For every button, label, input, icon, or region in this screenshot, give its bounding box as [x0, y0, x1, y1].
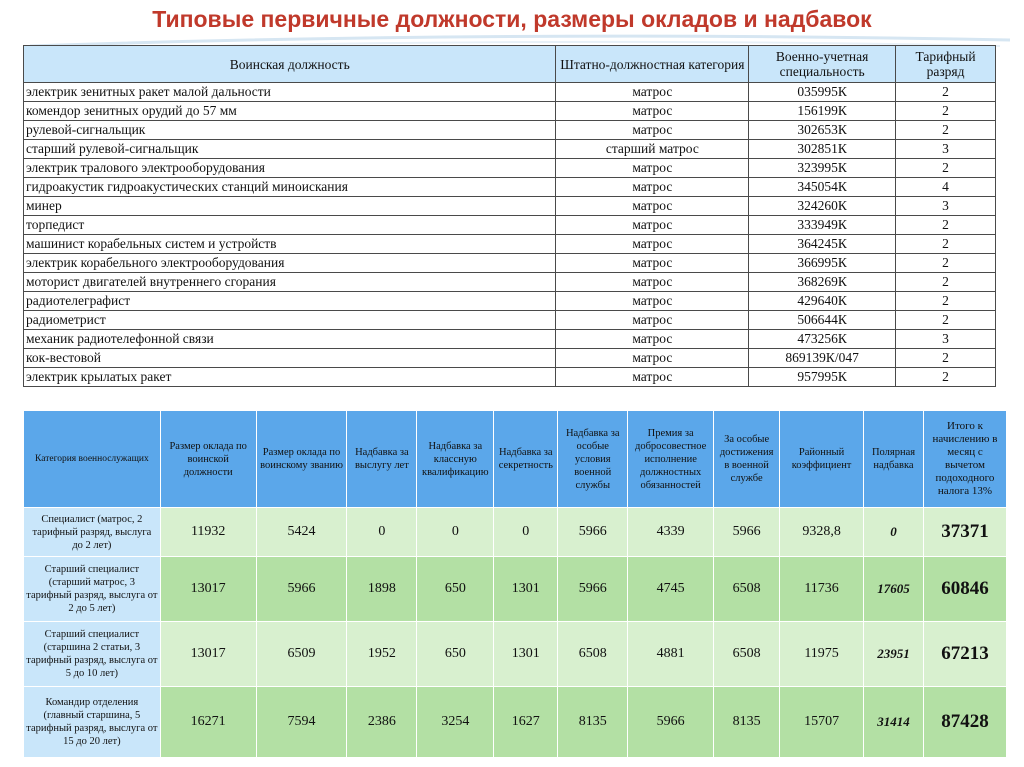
position-cell: рулевой-сигнальщик: [24, 121, 556, 140]
category-cell: Командир отделения (главный старшина, 5 тарифный разряд, выслуга от 15 до 20 лет): [24, 687, 161, 758]
table-row: [24, 216, 996, 235]
table-row: [24, 102, 996, 121]
position-cell: электрик зенитных ракет малой дальности: [24, 83, 556, 102]
value-cell: 6508: [714, 557, 780, 622]
category-cell: Специалист (матрос, 2 тарифный разряд, выслуга до 2 лет): [24, 508, 161, 557]
position-cell: гидроакустик гидроакустических станций миноискания: [24, 178, 556, 197]
value-cell: 6509: [256, 622, 347, 687]
tariff-cell: 3: [896, 197, 996, 216]
category-cell: матрос: [556, 254, 749, 273]
position-cell: электрик корабельного электрооборудования: [24, 254, 556, 273]
specialty-cell: 429640К: [749, 292, 896, 311]
polar-cell: 0: [864, 508, 924, 557]
category-cell: матрос: [556, 368, 749, 387]
category-cell: Старший специалист (старший матрос, 3 тарифный разряд, выслуга от 2 до 5 лет): [24, 557, 161, 622]
value-cell: 6508: [714, 622, 780, 687]
value-cell: 13017: [160, 557, 256, 622]
value-cell: 16271: [160, 687, 256, 758]
tariff-cell: 2: [896, 368, 996, 387]
table-row: [24, 140, 996, 159]
table-row: [24, 622, 1007, 687]
position-cell: минер: [24, 197, 556, 216]
table-row: [24, 178, 996, 197]
position-cell: радиометрист: [24, 311, 556, 330]
page-title: Типовые первичные должности, размеры окладов и надбавок: [152, 6, 872, 32]
table-row: [24, 292, 996, 311]
specialty-cell: 364245К: [749, 235, 896, 254]
polar-cell: 17605: [864, 557, 924, 622]
position-cell: механик радиотелефонной связи: [24, 330, 556, 349]
value-cell: 11932: [160, 508, 256, 557]
position-cell: машинист корабельных систем и устройств: [24, 235, 556, 254]
tariff-cell: 3: [896, 140, 996, 159]
value-cell: 5966: [714, 508, 780, 557]
value-cell: 1301: [494, 557, 558, 622]
pay-header-cell: Итого к начислению в месяц с вычетом подоходного налога 13%: [923, 411, 1006, 508]
pay-header-row: [24, 411, 1007, 508]
category-cell: матрос: [556, 273, 749, 292]
value-cell: 0: [494, 508, 558, 557]
value-cell: 5966: [628, 687, 714, 758]
positions-table: [23, 45, 996, 387]
specialty-cell: 324260К: [749, 197, 896, 216]
specialty-cell: 035995К: [749, 83, 896, 102]
category-cell: матрос: [556, 235, 749, 254]
value-cell: 4339: [628, 508, 714, 557]
total-cell: 37371: [923, 508, 1006, 557]
pay-header-cell: Премия за добросовестное исполнение должностных обязанностей: [628, 411, 714, 508]
value-cell: 5966: [256, 557, 347, 622]
value-cell: 9328,8: [780, 508, 864, 557]
header-tariff: Тарифный разряд: [896, 46, 996, 83]
category-cell: матрос: [556, 83, 749, 102]
specialty-cell: 302851К: [749, 140, 896, 159]
pay-header-cell: Полярная надбавка: [864, 411, 924, 508]
category-cell: матрос: [556, 292, 749, 311]
position-cell: кок-вестовой: [24, 349, 556, 368]
value-cell: 1301: [494, 622, 558, 687]
category-cell: старший матрос: [556, 140, 749, 159]
polar-cell: 23951: [864, 622, 924, 687]
value-cell: 8135: [558, 687, 628, 758]
tariff-cell: 3: [896, 330, 996, 349]
pay-header-cell: Размер оклада по воинскому званию: [256, 411, 347, 508]
category-cell: матрос: [556, 121, 749, 140]
header-category: Штатно-должностная категория: [556, 46, 749, 83]
table-row: [24, 273, 996, 292]
table-row: [24, 368, 996, 387]
table-row: [24, 687, 1007, 758]
position-cell: электрик крылатых ракет: [24, 368, 556, 387]
value-cell: 0: [417, 508, 494, 557]
specialty-cell: 333949К: [749, 216, 896, 235]
header-specialty: Военно-учетная специальность: [749, 46, 896, 83]
table-row: [24, 349, 996, 368]
tariff-cell: 2: [896, 254, 996, 273]
pay-table: [23, 410, 1007, 758]
value-cell: 1627: [494, 687, 558, 758]
table-row: [24, 557, 1007, 622]
tariff-cell: 2: [896, 273, 996, 292]
position-cell: электрик тралового электрооборудования: [24, 159, 556, 178]
tariff-cell: 2: [896, 349, 996, 368]
category-cell: матрос: [556, 178, 749, 197]
table-row: [24, 254, 996, 273]
position-cell: моторист двигателей внутреннего сгорания: [24, 273, 556, 292]
specialty-cell: 302653К: [749, 121, 896, 140]
value-cell: 4881: [628, 622, 714, 687]
specialty-cell: 869139К/047: [749, 349, 896, 368]
category-cell: матрос: [556, 216, 749, 235]
specialty-cell: 366995К: [749, 254, 896, 273]
specialty-cell: 156199К: [749, 102, 896, 121]
specialty-cell: 323995К: [749, 159, 896, 178]
pay-header-cell: Надбавка за классную квалификацию: [417, 411, 494, 508]
value-cell: 650: [417, 622, 494, 687]
value-cell: 8135: [714, 687, 780, 758]
pay-header-cell: Категория военнослужащих: [24, 411, 161, 508]
tariff-cell: 2: [896, 216, 996, 235]
category-cell: матрос: [556, 159, 749, 178]
value-cell: 2386: [347, 687, 417, 758]
tariff-cell: 2: [896, 292, 996, 311]
total-cell: 87428: [923, 687, 1006, 758]
pay-header-cell: Надбавка за секретность: [494, 411, 558, 508]
specialty-cell: 957995К: [749, 368, 896, 387]
category-cell: матрос: [556, 349, 749, 368]
value-cell: 1898: [347, 557, 417, 622]
tariff-cell: 2: [896, 159, 996, 178]
tariff-cell: 4: [896, 178, 996, 197]
pay-header-cell: Надбавка за особые условия военной службы: [558, 411, 628, 508]
tariff-cell: 2: [896, 102, 996, 121]
header-position: Воинская должность: [24, 46, 556, 83]
table-row: [24, 235, 996, 254]
total-cell: 67213: [923, 622, 1006, 687]
specialty-cell: 506644К: [749, 311, 896, 330]
value-cell: 3254: [417, 687, 494, 758]
value-cell: 5424: [256, 508, 347, 557]
table-row: [24, 330, 996, 349]
position-cell: радиотелеграфист: [24, 292, 556, 311]
value-cell: 6508: [558, 622, 628, 687]
total-cell: 60846: [923, 557, 1006, 622]
category-cell: матрос: [556, 330, 749, 349]
value-cell: 13017: [160, 622, 256, 687]
value-cell: 5966: [558, 557, 628, 622]
specialty-cell: 473256К: [749, 330, 896, 349]
table-row: [24, 508, 1007, 557]
value-cell: 5966: [558, 508, 628, 557]
tariff-cell: 2: [896, 83, 996, 102]
pay-header-cell: За особые достижения в военной службе: [714, 411, 780, 508]
category-cell: матрос: [556, 102, 749, 121]
pay-header-cell: Размер оклада по воинской должности: [160, 411, 256, 508]
category-cell: Старший специалист (старшина 2 статьи, 3 тарифный разряд, выслуга от 5 до 10 лет): [24, 622, 161, 687]
category-cell: матрос: [556, 311, 749, 330]
polar-cell: 31414: [864, 687, 924, 758]
value-cell: 0: [347, 508, 417, 557]
table-row: [24, 83, 996, 102]
specialty-cell: 345054К: [749, 178, 896, 197]
table-row: [24, 197, 996, 216]
value-cell: 15707: [780, 687, 864, 758]
position-cell: комендор зенитных орудий до 57 мм: [24, 102, 556, 121]
category-cell: матрос: [556, 197, 749, 216]
value-cell: 11736: [780, 557, 864, 622]
tariff-cell: 2: [896, 235, 996, 254]
table-row: [24, 311, 996, 330]
positions-header-row: [24, 46, 996, 83]
pay-header-cell: Районный коэффициент: [780, 411, 864, 508]
specialty-cell: 368269К: [749, 273, 896, 292]
value-cell: 11975: [780, 622, 864, 687]
position-cell: торпедист: [24, 216, 556, 235]
table-row: [24, 159, 996, 178]
tariff-cell: 2: [896, 121, 996, 140]
value-cell: 4745: [628, 557, 714, 622]
position-cell: старший рулевой-сигнальщик: [24, 140, 556, 159]
value-cell: 650: [417, 557, 494, 622]
tariff-cell: 2: [896, 311, 996, 330]
table-row: [24, 121, 996, 140]
value-cell: 1952: [347, 622, 417, 687]
pay-header-cell: Надбавка за выслугу лет: [347, 411, 417, 508]
value-cell: 7594: [256, 687, 347, 758]
